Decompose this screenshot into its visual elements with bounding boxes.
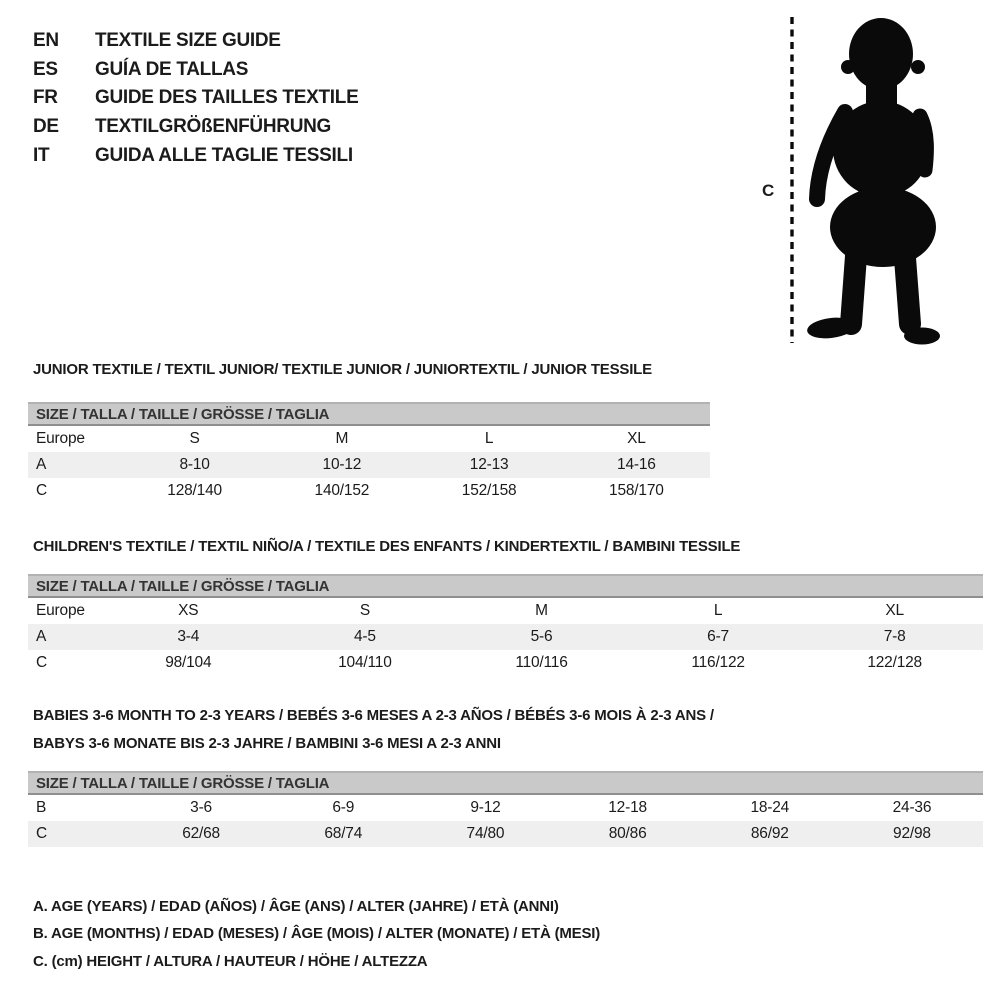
row-label: C <box>36 482 47 499</box>
row-label: C <box>36 825 47 842</box>
row-cell: 110/116 <box>515 654 568 671</box>
row-cell: L <box>484 430 494 447</box>
measure-label: C <box>762 181 775 200</box>
row-cell: 9-12 <box>470 799 501 816</box>
table-row <box>28 426 710 452</box>
row-cell: M <box>535 602 548 619</box>
row-cell: 12-18 <box>608 799 647 816</box>
row-cell: 3-4 <box>177 628 200 645</box>
row-cell: 80/86 <box>608 825 647 842</box>
row-cell: 18-24 <box>750 799 790 816</box>
table-title-babies-line2: BABYS 3-6 MONATE BIS 2-3 JAHRE / BAMBINI 3-6 MESI A 2-3 ANNI <box>33 734 501 752</box>
row-cell: L <box>713 602 723 619</box>
row-cell: 68/74 <box>324 825 363 842</box>
size-header-bar: SIZE / TALLA / TAILLE / GRÖSSE / TAGLIA <box>28 574 983 598</box>
row-cell: 128/140 <box>167 482 222 499</box>
row-cell: 152/158 <box>461 482 517 499</box>
row-cell: XL <box>627 430 646 447</box>
row-cell: 6-9 <box>332 799 355 816</box>
table-title-junior: JUNIOR TEXTILE / TEXTIL JUNIOR/ TEXTILE JUNIOR / JUNIORTEXTIL / JUNIOR TESSILE <box>33 361 652 378</box>
row-cell: 6-7 <box>707 628 729 645</box>
row-cell: 5-6 <box>530 628 553 645</box>
row-cell: 8-10 <box>179 456 210 473</box>
row-cell: 4-5 <box>353 628 376 645</box>
language-list <box>33 27 358 170</box>
row-label: B <box>36 799 47 816</box>
footnote: B. AGE (MONTHS) / EDAD (MESES) / ÂGE (MOIS) / ALTER (MONATE) / ETÀ (MESI) <box>33 925 601 943</box>
size-table-children <box>28 574 983 676</box>
row-cell: S <box>189 430 200 447</box>
toddler-silhouette <box>806 18 940 345</box>
row-label: A <box>36 628 47 645</box>
row-label: Europe <box>36 602 85 619</box>
language-label: TEXTILE SIZE GUIDE <box>95 30 281 52</box>
table-title-babies-line1: BABIES 3-6 MONTH TO 2-3 YEARS / BEBÉS 3-6 MESES A 2-3 AÑOS / BÉBÉS 3-6 MOIS À 2-3 ANS / <box>33 707 714 724</box>
language-code: EN <box>33 30 59 52</box>
row-cell: 3-6 <box>190 799 212 816</box>
row-cell: 12-13 <box>469 456 509 473</box>
row-cell: 104/110 <box>338 654 392 671</box>
size-header-bar: SIZE / TALLA / TAILLE / GRÖSSE / TAGLIA <box>28 771 983 795</box>
row-cell: 92/98 <box>893 825 931 842</box>
table-row <box>28 452 710 478</box>
language-row <box>33 56 358 85</box>
table-row <box>28 795 983 821</box>
row-cell: 158/170 <box>609 482 664 499</box>
language-code: DE <box>33 116 59 138</box>
footnotes <box>33 893 600 975</box>
row-cell: XS <box>178 602 199 619</box>
language-label: GUIDE DES TAILLES TEXTILE <box>95 87 359 109</box>
row-label: Europe <box>36 430 85 447</box>
table-title-babies <box>33 702 714 757</box>
size-table-junior <box>28 402 710 504</box>
row-cell: M <box>335 430 349 447</box>
language-code: FR <box>33 87 58 109</box>
footnote: C. (cm) HEIGHT / ALTURA / HAUTEUR / HÖHE / ALTEZZA <box>33 952 428 970</box>
language-code: IT <box>33 144 50 166</box>
language-row <box>33 113 358 142</box>
row-cell: 140/152 <box>314 482 370 499</box>
row-cell: 86/92 <box>750 825 789 842</box>
language-row <box>33 84 358 113</box>
row-cell: 62/68 <box>182 825 220 842</box>
table-row <box>28 650 983 676</box>
language-label: TEXTILGRÖßENFÜHRUNG <box>95 116 332 138</box>
row-cell: 7-8 <box>883 628 906 645</box>
row-cell: 74/80 <box>466 825 505 842</box>
size-table-babies <box>28 771 983 847</box>
table-row <box>28 821 983 847</box>
size-header-bar: SIZE / TALLA / TAILLE / GRÖSSE / TAGLIA <box>28 402 710 426</box>
row-cell: 122/128 <box>867 654 922 671</box>
table-row <box>28 624 983 650</box>
size-figure <box>752 8 967 353</box>
row-cell: 116/122 <box>691 654 745 671</box>
language-row <box>33 141 358 170</box>
language-code: ES <box>33 58 58 80</box>
row-cell: 24-36 <box>892 799 932 816</box>
row-cell: 10-12 <box>322 456 362 473</box>
table-title-children: CHILDREN'S TEXTILE / TEXTIL NIÑO/A / TEXTILE DES ENFANTS / KINDERTEXTIL / BAMBINI TESSILE <box>33 538 741 555</box>
row-cell: 14-16 <box>617 456 656 473</box>
language-label: GUIDA ALLE TAGLIE TESSILI <box>95 144 353 166</box>
table-row <box>28 598 983 624</box>
row-cell: XL <box>885 602 904 619</box>
footnote: A. AGE (YEARS) / EDAD (AÑOS) / ÂGE (ANS) / ALTER (JAHRE) / ETÀ (ANNI) <box>33 898 559 915</box>
row-label: A <box>36 456 47 473</box>
row-cell: 98/104 <box>165 654 212 671</box>
row-cell: S <box>359 602 370 619</box>
language-row <box>33 27 358 56</box>
row-label: C <box>36 654 47 671</box>
table-row <box>28 478 710 504</box>
language-label: GUÍA DE TALLAS <box>95 58 249 80</box>
